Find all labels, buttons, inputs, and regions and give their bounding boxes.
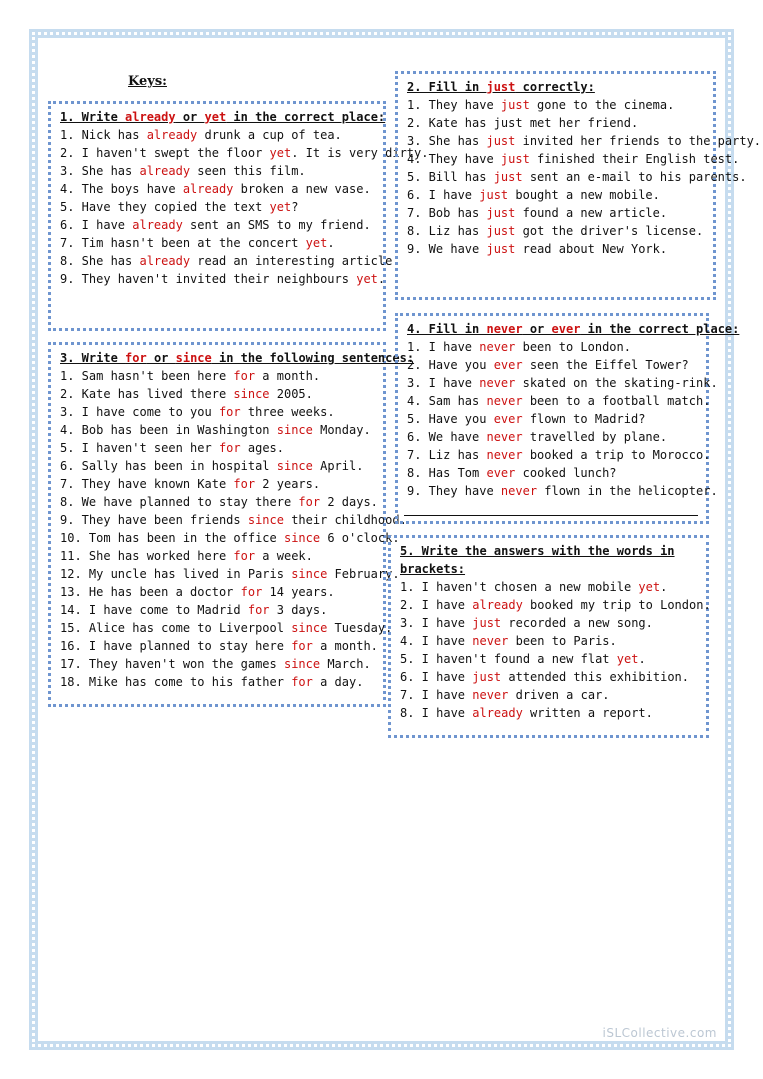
text-segment: 7. They have known Kate	[60, 477, 234, 491]
text-segment: sent an SMS to my friend.	[182, 218, 371, 232]
text-segment: three weeks.	[240, 405, 335, 419]
text-segment: 8. Liz has	[407, 224, 487, 238]
exercise-1-title	[60, 108, 386, 126]
watermark: iSLCollective.com	[602, 1026, 717, 1040]
text-segment: 2 days.	[320, 495, 378, 509]
answer-word: just	[472, 670, 502, 684]
text-segment: March.	[320, 657, 371, 671]
answer-word: since	[247, 513, 284, 527]
text-segment: sent an e-mail to his parents.	[522, 170, 747, 184]
answer-item	[60, 565, 400, 583]
text-segment: 3. Write	[60, 351, 126, 365]
answer-item	[60, 234, 375, 252]
exercise-4-answers	[407, 338, 718, 500]
text-segment: 5. Have they copied the text	[60, 200, 270, 214]
answer-item	[400, 668, 698, 686]
exercise-5-answers	[400, 578, 711, 722]
answer-word: never	[500, 484, 538, 498]
text-segment: read about New York.	[515, 242, 668, 256]
text-segment: ?	[291, 200, 299, 214]
answer-word: never	[486, 394, 523, 408]
answer-word: yet	[305, 236, 328, 250]
answer-item	[407, 114, 702, 132]
text-segment: 3 days.	[269, 603, 328, 617]
exercise-2-box	[395, 71, 762, 300]
text-segment: driven a car.	[508, 688, 610, 702]
text-segment: 6. I have	[60, 218, 133, 232]
answer-item	[60, 126, 372, 144]
text-segment: skated on the skating-rink.	[515, 376, 718, 390]
answer-item	[400, 650, 698, 668]
answer-word: since	[291, 567, 328, 581]
answer-item	[60, 547, 375, 565]
answer-word: never	[479, 376, 516, 390]
text-segment: . It is very dirty.	[291, 146, 429, 160]
answer-word: just	[486, 80, 516, 94]
answer-item	[60, 493, 378, 511]
answer-word: for	[291, 639, 313, 653]
answer-item	[60, 180, 375, 198]
text-segment: 4. Fill in	[407, 322, 487, 336]
text-segment: 18. Mike has come to his father	[60, 675, 292, 689]
text-segment: got the driver's license.	[515, 224, 704, 238]
text-segment: their childhood.	[283, 513, 407, 527]
text-segment: cooked lunch?	[515, 466, 617, 480]
text-segment: 15. Alice has come to Liverpool	[60, 621, 292, 635]
answer-word: never	[472, 634, 509, 648]
text-segment: 8. She has	[60, 254, 140, 268]
answer-item	[60, 439, 375, 457]
answer-item	[407, 410, 698, 428]
text-segment: 13. He has been a doctor	[60, 585, 241, 599]
answer-item	[60, 457, 375, 475]
text-segment: 3. I have come to you	[60, 405, 219, 419]
text-segment: 6 o'clock.	[320, 531, 400, 545]
answer-word: just	[479, 188, 509, 202]
text-segment: 2. Kate has just met her friend.	[407, 116, 639, 130]
text-segment: 7. Liz has	[407, 448, 487, 462]
text-segment: 8. We have planned to stay there	[60, 495, 299, 509]
answer-word: since	[175, 351, 212, 365]
answer-word: yet	[616, 652, 639, 666]
answer-item	[407, 132, 762, 150]
text-segment: flown in the helicopter.	[537, 484, 718, 498]
answer-item	[60, 270, 386, 288]
answer-word: just	[493, 170, 523, 184]
exercise-1-answers	[60, 126, 429, 288]
text-segment: 8. I have	[400, 706, 473, 720]
text-segment: seen this film.	[190, 164, 306, 178]
text-segment: 2005.	[269, 387, 313, 401]
answer-word: already	[472, 706, 523, 720]
answer-item	[60, 475, 375, 493]
text-segment: drunk a cup of tea.	[197, 128, 342, 142]
exercise-1-box	[48, 101, 429, 331]
text-segment: February.	[327, 567, 400, 581]
text-segment: 2. I have	[400, 598, 473, 612]
answer-word: just	[500, 98, 530, 112]
text-segment: 3. I have	[400, 616, 473, 630]
text-segment: 6. Sally has been in hospital	[60, 459, 277, 473]
answer-word: for	[233, 477, 256, 491]
text-segment: a month.	[312, 639, 378, 653]
text-segment: in the correct place:	[580, 322, 740, 336]
answer-item	[407, 374, 718, 392]
answer-item	[407, 338, 698, 356]
text-segment: 3. She has	[60, 164, 140, 178]
answer-item	[407, 482, 718, 500]
text-segment: or	[146, 351, 176, 365]
answer-word: since	[276, 423, 313, 437]
answer-item	[407, 446, 711, 464]
answer-word: since	[233, 387, 270, 401]
answer-item	[60, 162, 375, 180]
answer-item	[400, 686, 698, 704]
text-segment: 7. I have	[400, 688, 473, 702]
answer-item	[60, 619, 393, 637]
answer-item	[407, 204, 705, 222]
answer-word: for	[298, 495, 321, 509]
text-segment: 1. Write	[60, 110, 126, 124]
answer-word: already	[139, 254, 191, 268]
answer-word: just	[500, 152, 530, 166]
text-segment: 6. I have	[407, 188, 480, 202]
answer-word: since	[276, 459, 313, 473]
divider-line	[404, 515, 698, 516]
text-segment: been to Paris.	[508, 634, 617, 648]
answer-word: already	[139, 164, 191, 178]
answer-word: already	[146, 128, 198, 142]
exercise-3-answers	[60, 367, 407, 691]
answer-word: for	[218, 441, 241, 455]
answer-item	[400, 632, 698, 650]
text-segment: 12. My uncle has lived in Paris	[60, 567, 292, 581]
text-segment: 1. Nick has	[60, 128, 147, 142]
text-segment: been to London.	[515, 340, 631, 354]
answer-word: never	[486, 430, 523, 444]
text-segment: broken a new vase.	[233, 182, 371, 196]
answer-word: just	[472, 616, 502, 630]
answer-item	[60, 583, 375, 601]
text-segment: 1. Sam hasn't been here	[60, 369, 234, 383]
answer-item	[400, 704, 698, 722]
exercise-2-answers	[407, 96, 762, 258]
answer-item	[60, 216, 375, 234]
answer-word: for	[125, 351, 147, 365]
answer-word: since	[283, 657, 321, 671]
text-segment: 17. They haven't won the games	[60, 657, 284, 671]
text-segment: Tuesday.	[327, 621, 393, 635]
text-segment: 8. Has Tom	[407, 466, 487, 480]
text-segment: correctly:	[515, 80, 595, 94]
answer-item	[407, 168, 747, 186]
text-segment: 1. I haven't chosen a new mobile	[400, 580, 639, 594]
text-segment: 2. I haven't swept the floor	[60, 146, 270, 160]
text-segment: .	[660, 580, 668, 594]
text-segment: read an interesting article.	[190, 254, 400, 268]
text-segment: 2. Have you	[407, 358, 494, 372]
answer-word: ever	[493, 412, 523, 426]
answer-word: just	[486, 206, 516, 220]
answer-item	[60, 385, 375, 403]
text-segment: attended this exhibition.	[501, 670, 689, 684]
answer-item	[407, 428, 698, 446]
answer-item	[407, 96, 705, 114]
text-segment: 14. I have come to Madrid	[60, 603, 248, 617]
answer-word: just	[486, 242, 516, 256]
text-segment: recorded a new song.	[501, 616, 653, 630]
text-segment: 4. I have	[400, 634, 473, 648]
exercise-4-title	[407, 320, 740, 338]
answer-word: already	[472, 598, 523, 612]
answer-word: ever	[551, 322, 581, 336]
answer-item	[407, 392, 711, 410]
text-segment: bought a new mobile.	[508, 188, 660, 202]
text-segment: 6. We have	[407, 430, 487, 444]
text-segment: seen the Eiffel Tower?	[522, 358, 689, 372]
text-segment: 5. Have you	[407, 412, 494, 426]
answer-item	[400, 614, 698, 632]
answer-word: already	[182, 182, 234, 196]
answer-word: ever	[486, 466, 516, 480]
text-segment: in the correct place:	[226, 110, 386, 124]
text-segment: 5. Write the answers with the words in brackets:	[400, 544, 675, 576]
answer-word: already	[125, 110, 176, 124]
text-segment: 16. I have planned to stay here	[60, 639, 292, 653]
text-segment: a week.	[255, 549, 313, 563]
answer-word: yet	[204, 110, 227, 124]
answer-item	[60, 144, 429, 162]
text-segment: written a report.	[522, 706, 653, 720]
text-segment: 7. Tim hasn't been at the concert	[60, 236, 306, 250]
text-segment: 4. They have	[407, 152, 501, 166]
answer-item	[60, 529, 400, 547]
exercise-5-title	[400, 542, 694, 578]
answer-item	[60, 198, 375, 216]
text-segment: 9. They have	[407, 484, 501, 498]
text-segment: .	[327, 236, 335, 250]
answer-item	[400, 578, 698, 596]
answer-word: never	[472, 688, 509, 702]
text-segment: .	[638, 652, 646, 666]
page-title: Keys:	[128, 74, 167, 89]
text-segment: 2. Fill in	[407, 80, 487, 94]
text-segment: 4. The boys have	[60, 182, 183, 196]
text-segment: found a new article.	[515, 206, 668, 220]
text-segment: or	[522, 322, 552, 336]
text-segment: April.	[312, 459, 364, 473]
text-segment: finished their English test.	[529, 152, 740, 166]
text-segment: 14 years.	[262, 585, 335, 599]
text-segment: 9. They have been friends	[60, 513, 248, 527]
exercise-3-box	[48, 342, 415, 707]
answer-word: for	[291, 675, 313, 689]
text-segment: 2. Kate has lived there	[60, 387, 234, 401]
answer-item	[407, 240, 705, 258]
answer-item	[60, 511, 407, 529]
exercise-4-box	[395, 313, 740, 524]
text-segment: 4. Sam has	[407, 394, 487, 408]
answer-word: for	[240, 585, 263, 599]
text-segment: 1. They have	[407, 98, 501, 112]
answer-word: just	[486, 224, 516, 238]
text-segment: ages.	[240, 441, 284, 455]
text-segment: 7. Bob has	[407, 206, 487, 220]
answer-word: yet	[638, 580, 661, 594]
text-segment: 2 years.	[255, 477, 321, 491]
answer-word: just	[486, 134, 516, 148]
text-segment: in the following sentences:	[211, 351, 415, 365]
answer-word: for	[218, 405, 241, 419]
answer-word: yet	[269, 146, 292, 160]
text-segment: travelled by plane.	[522, 430, 668, 444]
text-segment: Monday.	[312, 423, 371, 437]
text-segment: been to a football match.	[522, 394, 711, 408]
text-segment: .	[377, 272, 386, 286]
text-segment: booked a trip to Morocco.	[522, 448, 711, 462]
answer-item	[60, 252, 400, 270]
text-segment: flown to Madrid?	[522, 412, 646, 426]
exercise-3-title	[60, 349, 415, 367]
answer-word: already	[132, 218, 183, 232]
answer-item	[407, 356, 698, 374]
answer-word: never	[486, 322, 523, 336]
text-segment: 5. I haven't found a new flat	[400, 652, 617, 666]
text-segment: 1. I have	[407, 340, 480, 354]
text-segment: 3. She has	[407, 134, 487, 148]
text-segment: booked my trip to London.	[522, 598, 711, 612]
exercise-2-title	[407, 78, 705, 96]
answer-word: ever	[493, 358, 523, 372]
answer-item	[407, 186, 705, 204]
text-segment: invited her friends to the party.	[515, 134, 762, 148]
text-segment: 11. She has worked here	[60, 549, 234, 563]
answer-item	[407, 464, 698, 482]
answer-item	[60, 655, 375, 673]
text-segment: 10. Tom has been in the office	[60, 531, 284, 545]
text-segment: a day.	[312, 675, 364, 689]
text-segment: a month.	[255, 369, 321, 383]
exercise-5-box	[388, 535, 709, 738]
answer-word: since	[291, 621, 328, 635]
text-segment: or	[175, 110, 205, 124]
answer-word: for	[233, 369, 256, 383]
answer-word: for	[233, 549, 256, 563]
answer-item	[407, 222, 705, 240]
answer-item	[60, 673, 375, 691]
text-segment: 6. I have	[400, 670, 473, 684]
answer-word: since	[283, 531, 321, 545]
answer-word: never	[486, 448, 523, 462]
answer-item	[60, 601, 375, 619]
text-segment: 4. Bob has been in Washington	[60, 423, 277, 437]
text-segment: 3. I have	[407, 376, 480, 390]
answer-word: yet	[269, 200, 292, 214]
answer-item	[60, 637, 378, 655]
text-segment: 9. They haven't invited their neighbours	[60, 272, 357, 286]
answer-word: for	[247, 603, 270, 617]
text-segment: 9. We have	[407, 242, 487, 256]
answer-word: yet	[356, 272, 378, 286]
answer-word: never	[479, 340, 516, 354]
answer-item	[407, 150, 740, 168]
text-segment: gone to the cinema.	[529, 98, 675, 112]
answer-item	[60, 403, 375, 421]
text-segment: 5. I haven't seen her	[60, 441, 219, 455]
text-segment: 5. Bill has	[407, 170, 494, 184]
answer-item	[400, 596, 711, 614]
answer-item	[60, 421, 375, 439]
answer-item	[60, 367, 375, 385]
